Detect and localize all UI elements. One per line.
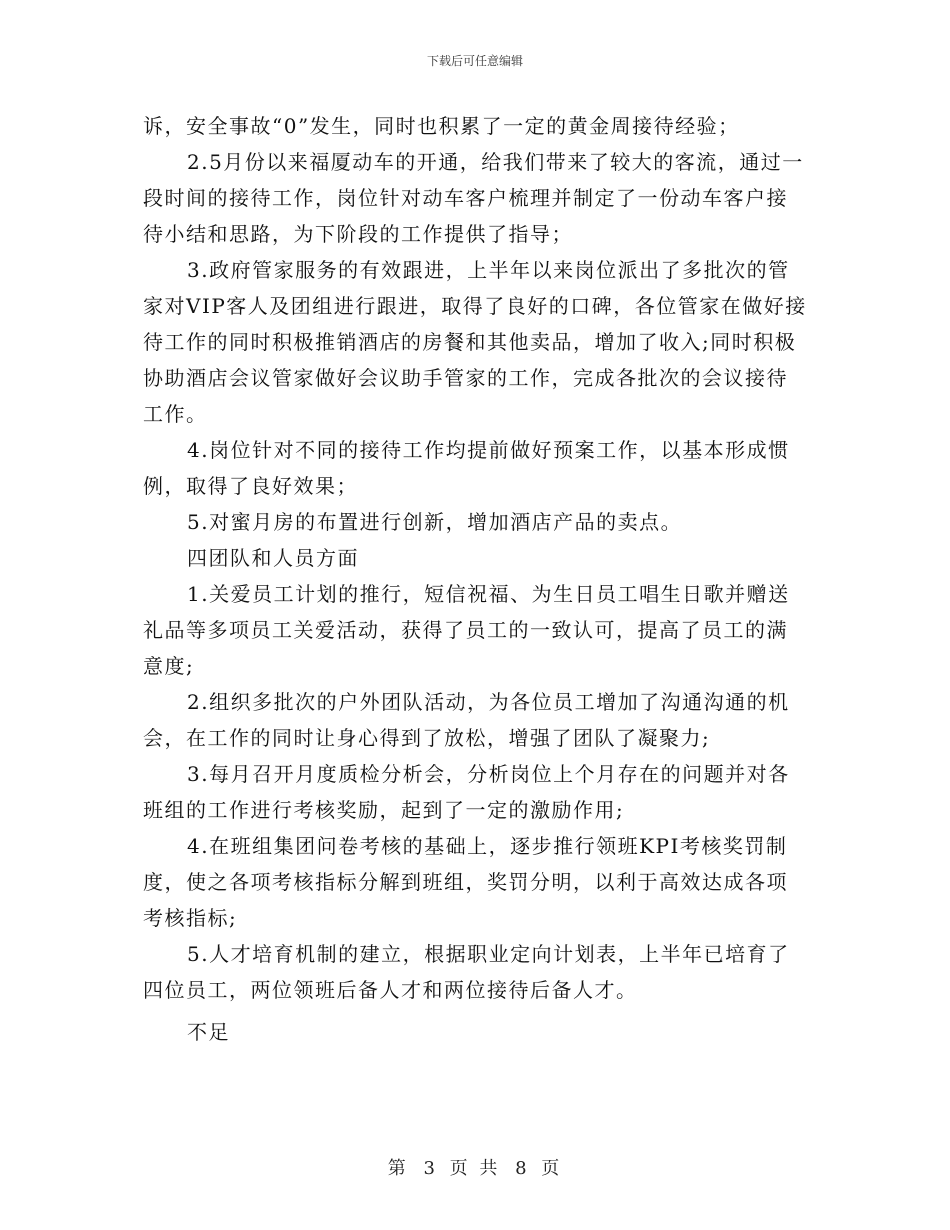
- current-page-number: 3: [423, 1158, 435, 1179]
- paragraph: 5.人才培育机制的建立，根据职业定向计划表，上半年已培育了四位员工，两位领班后备人才和两位接待后备人才。: [143, 942, 790, 1002]
- section-heading: 不足: [187, 1020, 230, 1044]
- paragraph: 2.5月份以来福厦动车的开通，给我们带来了较大的客流，通过一段时间的接待工作，岗位针对动车客户梳理并制定了一份动车客户接待小结和思路，为下阶段的工作提供了指导；: [143, 150, 804, 246]
- paragraph: 3.政府管家服务的有效跟进，上半年以来岗位派出了多批次的管家对VIP客人及团组进行跟进，取得了良好的口碑，各位管家在做好接待工作的同时积极推销酒店的房餐和其他卖品，增加了收入;同时积极协助酒店会议管家做好会议助手管家的工作，完成各批次的会议接待工作。: [143, 258, 807, 426]
- paragraph: 诉，安全事故“0”发生，同时也积累了一定的黄金周接待经验；: [143, 114, 740, 138]
- paragraph: 4.在班组集团问卷考核的基础上，逐步推行领班KPI考核奖罚制度，使之各项考核指标分解到班组，奖罚分明，以利于高效达成各项考核指标;: [143, 834, 788, 930]
- paragraph: 4.岗位针对不同的接待工作均提前做好预案工作，以基本形成惯例，取得了良好效果；: [143, 438, 790, 498]
- section-heading: 四团队和人员方面: [187, 546, 359, 570]
- paragraph: 1.关爱员工计划的推行，短信祝福、为生日员工唱生日歌并赠送礼品等多项员工关爱活动，获得了员工的一致认可，提高了员工的满意度;: [143, 582, 790, 678]
- page-footer: [0, 1154, 950, 1180]
- paragraph: 5.对蜜月房的布置进行创新，增加酒店产品的卖点。: [187, 510, 683, 534]
- footer-prefix: 第: [387, 1158, 409, 1179]
- paragraph: 2.组织多批次的户外团队活动，为各位员工增加了沟通沟通的机会，在工作的同时让身心得到了放松，增强了团队了凝聚力;: [143, 690, 790, 750]
- footer-middle: 页 共: [449, 1158, 501, 1179]
- page-header: 下载后可任意编辑: [426, 54, 523, 68]
- footer-suffix: 页: [541, 1158, 563, 1179]
- paragraph: 3.每月召开月度质检分析会，分析岗位上个月存在的问题并对各班组的工作进行考核奖励，起到了一定的激励作用;: [143, 762, 790, 822]
- total-page-count: 8: [515, 1158, 527, 1179]
- document-body: [143, 108, 808, 1050]
